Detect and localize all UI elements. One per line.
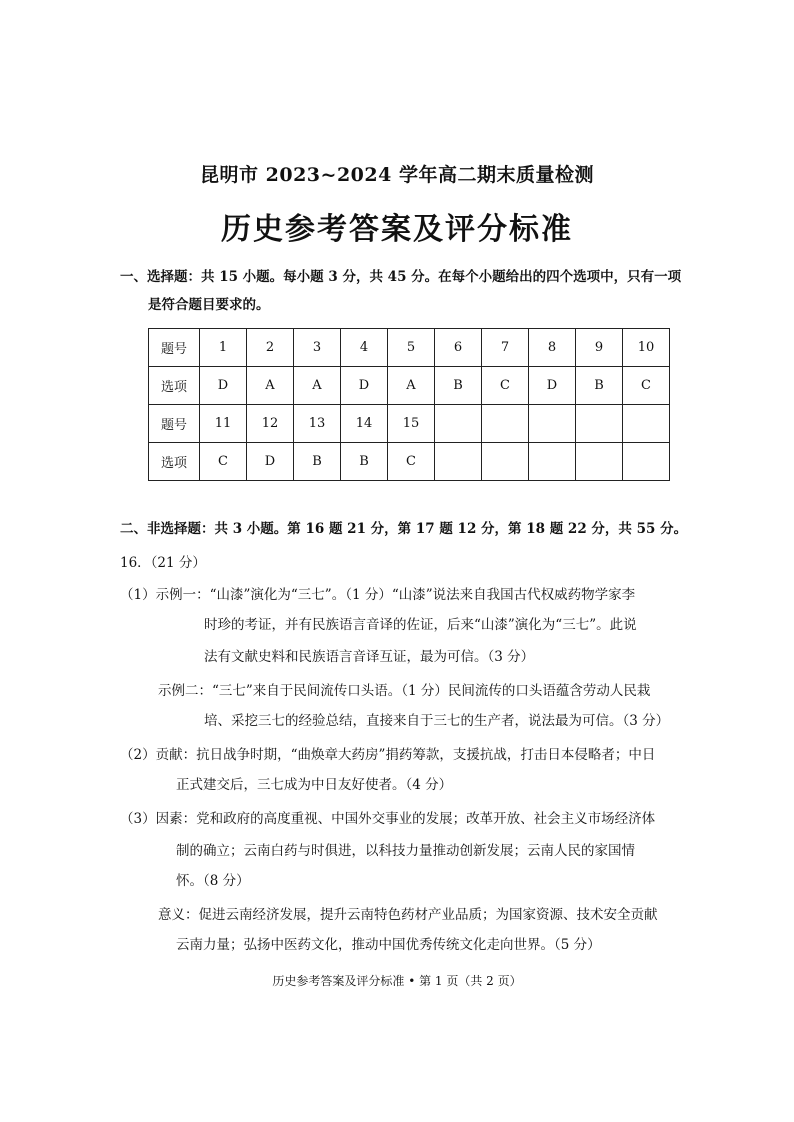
answer-1-example-1-line1: （1）示例一：“山漆”演化为“三七”。（1 分）“山漆”说法来自我国古代权威药物学家李 (120, 587, 636, 603)
table-cell: C (482, 367, 529, 405)
table-cell: 题号 (149, 405, 200, 443)
table-cell: D (200, 367, 247, 405)
table-cell: 5 (388, 329, 435, 367)
table-cell (529, 443, 576, 481)
question-16-header: 16．（21 分） (120, 555, 206, 571)
table-cell (435, 405, 482, 443)
table-cell (623, 443, 670, 481)
table-cell: 题号 (149, 329, 200, 367)
table-cell: B (576, 367, 623, 405)
table-cell: 选项 (149, 367, 200, 405)
table-cell: 14 (341, 405, 388, 443)
table-cell: D (247, 443, 294, 481)
section1-intro-line2: 是符合题目要求的。 (148, 297, 270, 313)
table-cell: 11 (200, 405, 247, 443)
answer-3-factors-line1: （3）因素：党和政府的高度重视、中国外交事业的发展；改革开放、社会主义市场经济体 (120, 811, 656, 827)
table-row (149, 405, 670, 443)
table-cell: 选项 (149, 443, 200, 481)
answer-3-factors-line3: 怀。（8 分） (176, 873, 250, 889)
answer-1-example-1-line2: 时珍的考证，并有民族语言音译的佐证，后来“山漆”演化为“三七”。此说 (204, 617, 637, 633)
table-cell: 9 (576, 329, 623, 367)
table-cell: A (388, 367, 435, 405)
answer-3-factors-line2: 制的确立；云南白药与时俱进，以科技力量推动创新发展；云南人民的家国情 (176, 843, 635, 859)
table-cell: 6 (435, 329, 482, 367)
table-cell: 4 (341, 329, 388, 367)
table-cell: A (294, 367, 341, 405)
table-cell: 10 (623, 329, 670, 367)
answer-2-line2: 正式建交后，三七成为中日友好使者。（4 分） (176, 777, 453, 793)
table-cell: B (341, 443, 388, 481)
table-row (149, 443, 670, 481)
answer-2-line1: （2）贡献：抗日战争时期，“曲焕章大药房”捐药筹款，支援抗战，打击日本侵略者；中日 (120, 747, 656, 763)
table-cell: 1 (200, 329, 247, 367)
answer-3-significance-line2: 云南力量；弘扬中医药文化，推动中国优秀传统文化走向世界。（5 分） (176, 937, 601, 953)
exam-subtitle: 昆明市 2023~2024 学年高二期末质量检测 (200, 164, 594, 186)
table-cell: B (294, 443, 341, 481)
table-cell: 3 (294, 329, 341, 367)
table-cell: B (435, 367, 482, 405)
answer-1-example-1-line3: 法有文献史料和民族语言音译互证，最为可信。（3 分） (204, 649, 535, 665)
table-cell: A (247, 367, 294, 405)
answer-table (148, 328, 670, 481)
table-cell (482, 405, 529, 443)
table-cell: 2 (247, 329, 294, 367)
table-cell: C (388, 443, 435, 481)
table-cell: 15 (388, 405, 435, 443)
table-cell: 7 (482, 329, 529, 367)
table-row (149, 329, 670, 367)
table-cell: 13 (294, 405, 341, 443)
answer-1-example-2-line1: 示例二：“三七”来自于民间流传口头语。（1 分）民间流传的口头语蕴含劳动人民栽 (158, 683, 651, 699)
table-cell (482, 443, 529, 481)
table-cell: C (623, 367, 670, 405)
table-cell: 8 (529, 329, 576, 367)
table-cell: D (529, 367, 576, 405)
page-footer: 历史参考答案及评分标准 • 第 1 页（共 2 页） (272, 974, 522, 988)
table-cell: C (200, 443, 247, 481)
table-cell (529, 405, 576, 443)
table-cell: D (341, 367, 388, 405)
section1-intro-line1: 一、选择题：共 15 小题。每小题 3 分，共 45 分。在每个小题给出的四个选项中，只有一项 (120, 269, 682, 285)
table-cell (623, 405, 670, 443)
table-cell (435, 443, 482, 481)
section2-intro: 二、非选择题：共 3 小题。第 16 题 21 分，第 17 题 12 分，第 18 题 22 分，共 55 分。 (120, 521, 688, 537)
table-cell: 12 (247, 405, 294, 443)
page-title: 历史参考答案及评分标准 (221, 212, 573, 247)
answer-3-significance-line1: 意义：促进云南经济发展，提升云南特色药材产业品质；为国家资源、技术安全贡献 (158, 907, 658, 923)
answer-1-example-2-line2: 培、采挖三七的经验总结，直接来自于三七的生产者，说法最为可信。（3 分） (204, 713, 670, 729)
table-row (149, 367, 670, 405)
table-cell (576, 405, 623, 443)
table-cell (576, 443, 623, 481)
